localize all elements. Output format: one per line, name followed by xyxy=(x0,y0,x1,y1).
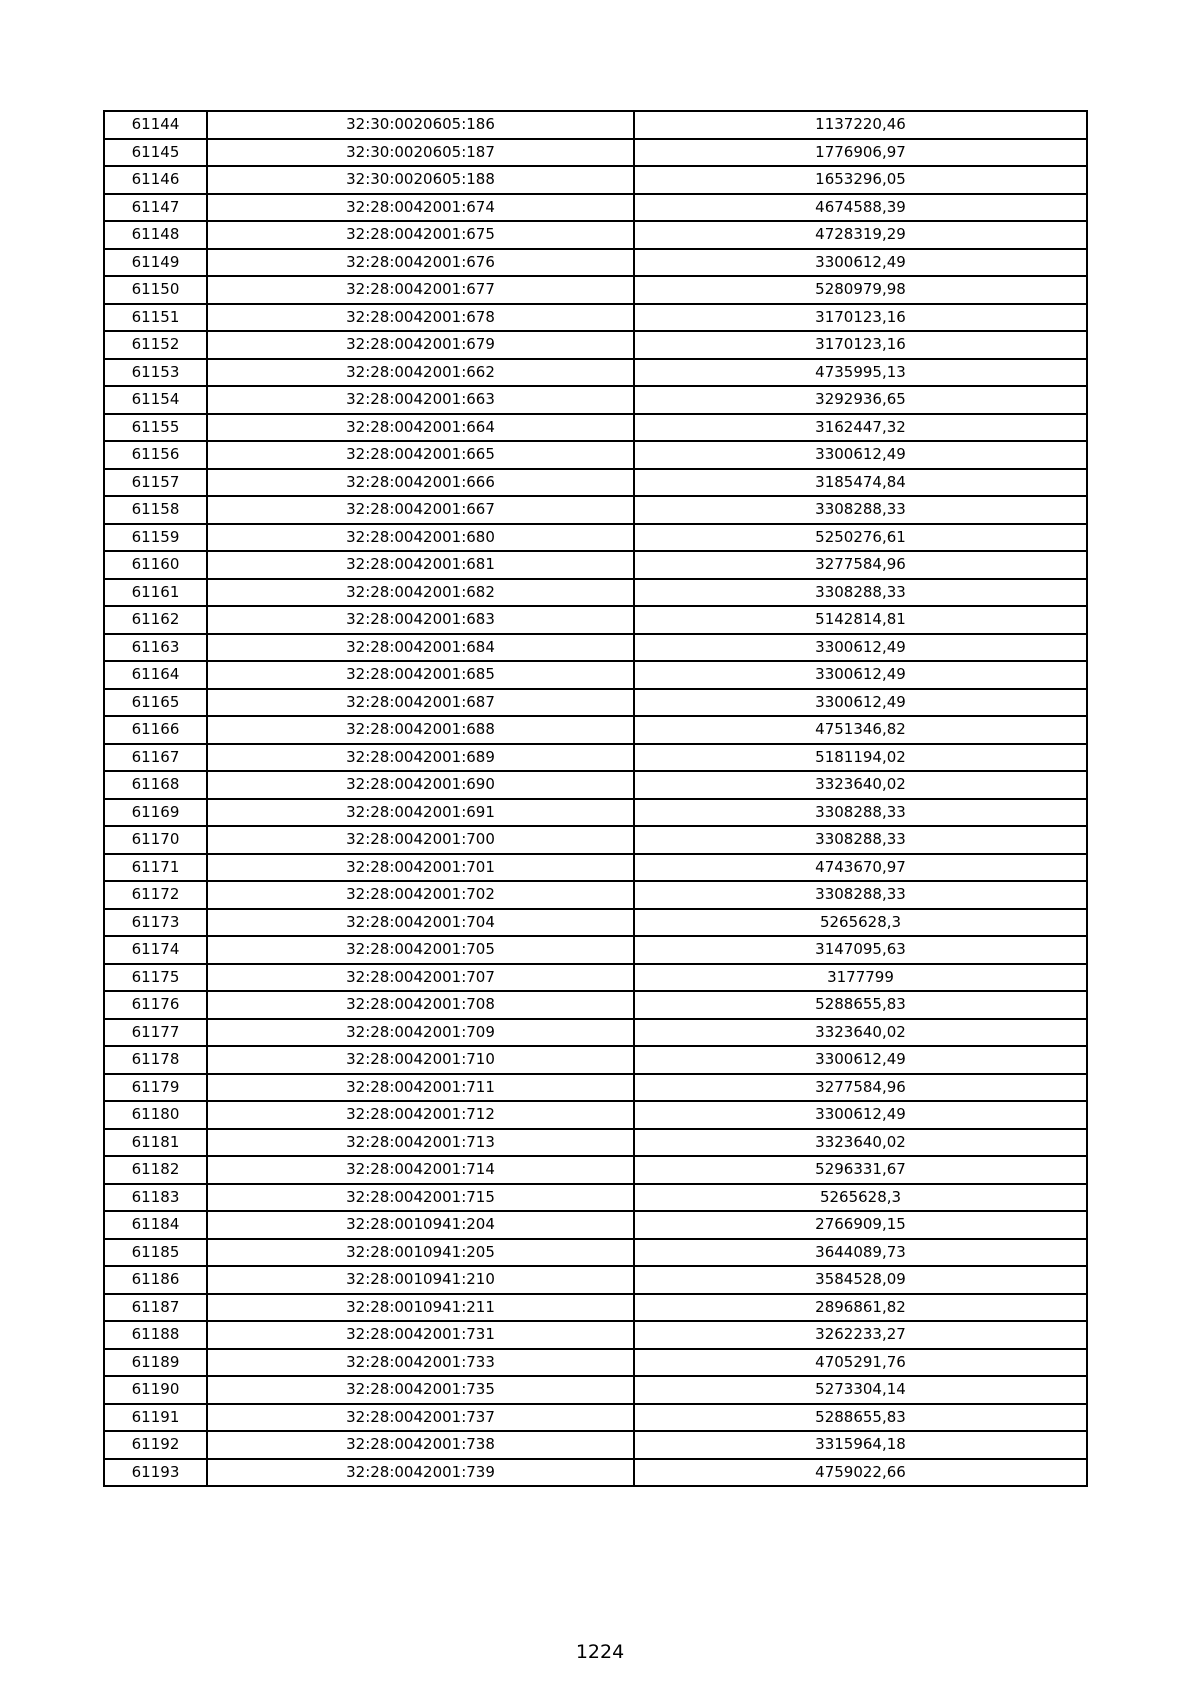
value-cell: 3300612,49 xyxy=(634,441,1087,469)
row-number-cell: 61190 xyxy=(104,1376,207,1404)
table-row xyxy=(104,716,1087,744)
table-row xyxy=(104,579,1087,607)
value-cell: 3177799 xyxy=(634,964,1087,992)
table-row xyxy=(104,1019,1087,1047)
value-cell: 3300612,49 xyxy=(634,661,1087,689)
value-cell: 3300612,49 xyxy=(634,1046,1087,1074)
table-row xyxy=(104,634,1087,662)
table-row xyxy=(104,909,1087,937)
value-cell: 3277584,96 xyxy=(634,1074,1087,1102)
row-number-cell: 61145 xyxy=(104,139,207,167)
table-row xyxy=(104,221,1087,249)
row-number-cell: 61162 xyxy=(104,606,207,634)
row-number-cell: 61179 xyxy=(104,1074,207,1102)
data-table xyxy=(103,110,1088,1487)
cadastral-number-cell: 32:28:0042001:705 xyxy=(207,936,634,964)
table-row xyxy=(104,194,1087,222)
cadastral-number-cell: 32:28:0042001:675 xyxy=(207,221,634,249)
row-number-cell: 61192 xyxy=(104,1431,207,1459)
cadastral-number-cell: 32:28:0042001:674 xyxy=(207,194,634,222)
value-cell: 4743670,97 xyxy=(634,854,1087,882)
value-cell: 3147095,63 xyxy=(634,936,1087,964)
row-number-cell: 61174 xyxy=(104,936,207,964)
cadastral-number-cell: 32:28:0010941:205 xyxy=(207,1239,634,1267)
cadastral-number-cell: 32:28:0042001:702 xyxy=(207,881,634,909)
cadastral-number-cell: 32:28:0042001:707 xyxy=(207,964,634,992)
cadastral-number-cell: 32:28:0042001:666 xyxy=(207,469,634,497)
value-cell: 3300612,49 xyxy=(634,634,1087,662)
value-cell: 3308288,33 xyxy=(634,826,1087,854)
cadastral-number-cell: 32:28:0042001:680 xyxy=(207,524,634,552)
value-cell: 5288655,83 xyxy=(634,1404,1087,1432)
table-row xyxy=(104,1184,1087,1212)
cadastral-number-cell: 32:28:0010941:210 xyxy=(207,1266,634,1294)
table-row xyxy=(104,771,1087,799)
cadastral-number-cell: 32:28:0010941:211 xyxy=(207,1294,634,1322)
value-cell: 3300612,49 xyxy=(634,249,1087,277)
row-number-cell: 61160 xyxy=(104,551,207,579)
row-number-cell: 61177 xyxy=(104,1019,207,1047)
cadastral-number-cell: 32:28:0042001:689 xyxy=(207,744,634,772)
row-number-cell: 61158 xyxy=(104,496,207,524)
table-row xyxy=(104,496,1087,524)
table-row xyxy=(104,1266,1087,1294)
cadastral-number-cell: 32:30:0020605:187 xyxy=(207,139,634,167)
value-cell: 3170123,16 xyxy=(634,304,1087,332)
row-number-cell: 61176 xyxy=(104,991,207,1019)
table-row xyxy=(104,1349,1087,1377)
value-cell: 4705291,76 xyxy=(634,1349,1087,1377)
cadastral-number-cell: 32:28:0042001:711 xyxy=(207,1074,634,1102)
table-row xyxy=(104,1459,1087,1487)
cadastral-number-cell: 32:28:0042001:663 xyxy=(207,386,634,414)
table-row xyxy=(104,1156,1087,1184)
row-number-cell: 61183 xyxy=(104,1184,207,1212)
cadastral-number-cell: 32:28:0042001:712 xyxy=(207,1101,634,1129)
table-row xyxy=(104,1321,1087,1349)
value-cell: 5265628,3 xyxy=(634,1184,1087,1212)
cadastral-number-cell: 32:28:0042001:708 xyxy=(207,991,634,1019)
table-row xyxy=(104,414,1087,442)
value-cell: 1137220,46 xyxy=(634,111,1087,139)
row-number-cell: 61193 xyxy=(104,1459,207,1487)
cadastral-number-cell: 32:28:0042001:710 xyxy=(207,1046,634,1074)
cadastral-number-cell: 32:28:0042001:676 xyxy=(207,249,634,277)
value-cell: 5250276,61 xyxy=(634,524,1087,552)
row-number-cell: 61188 xyxy=(104,1321,207,1349)
row-number-cell: 61182 xyxy=(104,1156,207,1184)
table-row xyxy=(104,276,1087,304)
table-row xyxy=(104,661,1087,689)
value-cell: 3308288,33 xyxy=(634,579,1087,607)
table-row xyxy=(104,1101,1087,1129)
value-cell: 5288655,83 xyxy=(634,991,1087,1019)
row-number-cell: 61146 xyxy=(104,166,207,194)
row-number-cell: 61150 xyxy=(104,276,207,304)
row-number-cell: 61184 xyxy=(104,1211,207,1239)
value-cell: 3300612,49 xyxy=(634,689,1087,717)
value-cell: 3644089,73 xyxy=(634,1239,1087,1267)
table-row xyxy=(104,689,1087,717)
value-cell: 3323640,02 xyxy=(634,1019,1087,1047)
row-number-cell: 61152 xyxy=(104,331,207,359)
value-cell: 3292936,65 xyxy=(634,386,1087,414)
page-number: 1224 xyxy=(575,1641,625,1663)
value-cell: 4759022,66 xyxy=(634,1459,1087,1487)
row-number-cell: 61185 xyxy=(104,1239,207,1267)
value-cell: 5280979,98 xyxy=(634,276,1087,304)
value-cell: 3323640,02 xyxy=(634,1129,1087,1157)
value-cell: 3262233,27 xyxy=(634,1321,1087,1349)
cadastral-number-cell: 32:28:0042001:665 xyxy=(207,441,634,469)
cadastral-number-cell: 32:28:0042001:678 xyxy=(207,304,634,332)
row-number-cell: 61172 xyxy=(104,881,207,909)
table-row xyxy=(104,1046,1087,1074)
value-cell: 1776906,97 xyxy=(634,139,1087,167)
table-row xyxy=(104,991,1087,1019)
table-row xyxy=(104,304,1087,332)
table-row xyxy=(104,799,1087,827)
table-row xyxy=(104,551,1087,579)
row-number-cell: 61161 xyxy=(104,579,207,607)
row-number-cell: 61169 xyxy=(104,799,207,827)
table-row xyxy=(104,1074,1087,1102)
cadastral-number-cell: 32:28:0042001:700 xyxy=(207,826,634,854)
table-row xyxy=(104,111,1087,139)
table-row xyxy=(104,524,1087,552)
value-cell: 3277584,96 xyxy=(634,551,1087,579)
value-cell: 3162447,32 xyxy=(634,414,1087,442)
cadastral-number-cell: 32:28:0042001:735 xyxy=(207,1376,634,1404)
table-row xyxy=(104,744,1087,772)
cadastral-number-cell: 32:28:0042001:714 xyxy=(207,1156,634,1184)
table-row xyxy=(104,964,1087,992)
row-number-cell: 61173 xyxy=(104,909,207,937)
table-row xyxy=(104,469,1087,497)
cadastral-number-cell: 32:28:0042001:715 xyxy=(207,1184,634,1212)
value-cell: 3300612,49 xyxy=(634,1101,1087,1129)
value-cell: 3584528,09 xyxy=(634,1266,1087,1294)
row-number-cell: 61163 xyxy=(104,634,207,662)
row-number-cell: 61148 xyxy=(104,221,207,249)
cadastral-number-cell: 32:30:0020605:188 xyxy=(207,166,634,194)
cadastral-number-cell: 32:28:0042001:691 xyxy=(207,799,634,827)
cadastral-number-cell: 32:28:0042001:662 xyxy=(207,359,634,387)
value-cell: 5296331,67 xyxy=(634,1156,1087,1184)
row-number-cell: 61189 xyxy=(104,1349,207,1377)
cadastral-number-cell: 32:30:0020605:186 xyxy=(207,111,634,139)
table-row xyxy=(104,1294,1087,1322)
value-cell: 5181194,02 xyxy=(634,744,1087,772)
table-row xyxy=(104,359,1087,387)
cadastral-number-cell: 32:28:0042001:733 xyxy=(207,1349,634,1377)
value-cell: 3308288,33 xyxy=(634,881,1087,909)
table-row xyxy=(104,386,1087,414)
row-number-cell: 61165 xyxy=(104,689,207,717)
row-number-cell: 61178 xyxy=(104,1046,207,1074)
value-cell: 4674588,39 xyxy=(634,194,1087,222)
row-number-cell: 61155 xyxy=(104,414,207,442)
value-cell: 4728319,29 xyxy=(634,221,1087,249)
cadastral-number-cell: 32:28:0042001:687 xyxy=(207,689,634,717)
table-row xyxy=(104,1404,1087,1432)
table-row xyxy=(104,166,1087,194)
cadastral-number-cell: 32:28:0042001:682 xyxy=(207,579,634,607)
table-row xyxy=(104,1239,1087,1267)
row-number-cell: 61157 xyxy=(104,469,207,497)
cadastral-number-cell: 32:28:0042001:737 xyxy=(207,1404,634,1432)
row-number-cell: 61149 xyxy=(104,249,207,277)
cadastral-number-cell: 32:28:0042001:738 xyxy=(207,1431,634,1459)
cadastral-number-cell: 32:28:0042001:731 xyxy=(207,1321,634,1349)
table-row xyxy=(104,1376,1087,1404)
cadastral-number-cell: 32:28:0042001:664 xyxy=(207,414,634,442)
table-row xyxy=(104,139,1087,167)
row-number-cell: 61187 xyxy=(104,1294,207,1322)
value-cell: 3170123,16 xyxy=(634,331,1087,359)
value-cell: 5142814,81 xyxy=(634,606,1087,634)
row-number-cell: 61175 xyxy=(104,964,207,992)
value-cell: 3308288,33 xyxy=(634,799,1087,827)
row-number-cell: 61167 xyxy=(104,744,207,772)
row-number-cell: 61144 xyxy=(104,111,207,139)
value-cell: 5265628,3 xyxy=(634,909,1087,937)
table-row xyxy=(104,936,1087,964)
cadastral-number-cell: 32:28:0042001:688 xyxy=(207,716,634,744)
cadastral-number-cell: 32:28:0042001:701 xyxy=(207,854,634,882)
row-number-cell: 61159 xyxy=(104,524,207,552)
row-number-cell: 61164 xyxy=(104,661,207,689)
cadastral-number-cell: 32:28:0042001:679 xyxy=(207,331,634,359)
cadastral-number-cell: 32:28:0042001:704 xyxy=(207,909,634,937)
row-number-cell: 61191 xyxy=(104,1404,207,1432)
value-cell: 1653296,05 xyxy=(634,166,1087,194)
row-number-cell: 61170 xyxy=(104,826,207,854)
table-row xyxy=(104,331,1087,359)
cadastral-number-cell: 32:28:0042001:713 xyxy=(207,1129,634,1157)
cadastral-number-cell: 32:28:0042001:709 xyxy=(207,1019,634,1047)
value-cell: 4735995,13 xyxy=(634,359,1087,387)
table-row xyxy=(104,1211,1087,1239)
table-row xyxy=(104,249,1087,277)
row-number-cell: 61186 xyxy=(104,1266,207,1294)
value-cell: 3308288,33 xyxy=(634,496,1087,524)
row-number-cell: 61166 xyxy=(104,716,207,744)
cadastral-number-cell: 32:28:0042001:681 xyxy=(207,551,634,579)
row-number-cell: 61147 xyxy=(104,194,207,222)
row-number-cell: 61151 xyxy=(104,304,207,332)
cadastral-number-cell: 32:28:0042001:690 xyxy=(207,771,634,799)
cadastral-number-cell: 32:28:0042001:684 xyxy=(207,634,634,662)
value-cell: 5273304,14 xyxy=(634,1376,1087,1404)
cadastral-number-cell: 32:28:0042001:685 xyxy=(207,661,634,689)
cadastral-number-cell: 32:28:0010941:204 xyxy=(207,1211,634,1239)
row-number-cell: 61156 xyxy=(104,441,207,469)
table-row xyxy=(104,606,1087,634)
table-body xyxy=(104,111,1087,1486)
cadastral-number-cell: 32:28:0042001:667 xyxy=(207,496,634,524)
value-cell: 4751346,82 xyxy=(634,716,1087,744)
table-row xyxy=(104,854,1087,882)
row-number-cell: 61153 xyxy=(104,359,207,387)
table-row xyxy=(104,1129,1087,1157)
value-cell: 3315964,18 xyxy=(634,1431,1087,1459)
value-cell: 3323640,02 xyxy=(634,771,1087,799)
table-row xyxy=(104,826,1087,854)
value-cell: 2896861,82 xyxy=(634,1294,1087,1322)
row-number-cell: 61168 xyxy=(104,771,207,799)
cadastral-number-cell: 32:28:0042001:739 xyxy=(207,1459,634,1487)
table-row xyxy=(104,1431,1087,1459)
row-number-cell: 61154 xyxy=(104,386,207,414)
row-number-cell: 61180 xyxy=(104,1101,207,1129)
value-cell: 2766909,15 xyxy=(634,1211,1087,1239)
value-cell: 3185474,84 xyxy=(634,469,1087,497)
row-number-cell: 61181 xyxy=(104,1129,207,1157)
cadastral-number-cell: 32:28:0042001:683 xyxy=(207,606,634,634)
row-number-cell: 61171 xyxy=(104,854,207,882)
table-row xyxy=(104,441,1087,469)
cadastral-number-cell: 32:28:0042001:677 xyxy=(207,276,634,304)
table-row xyxy=(104,881,1087,909)
